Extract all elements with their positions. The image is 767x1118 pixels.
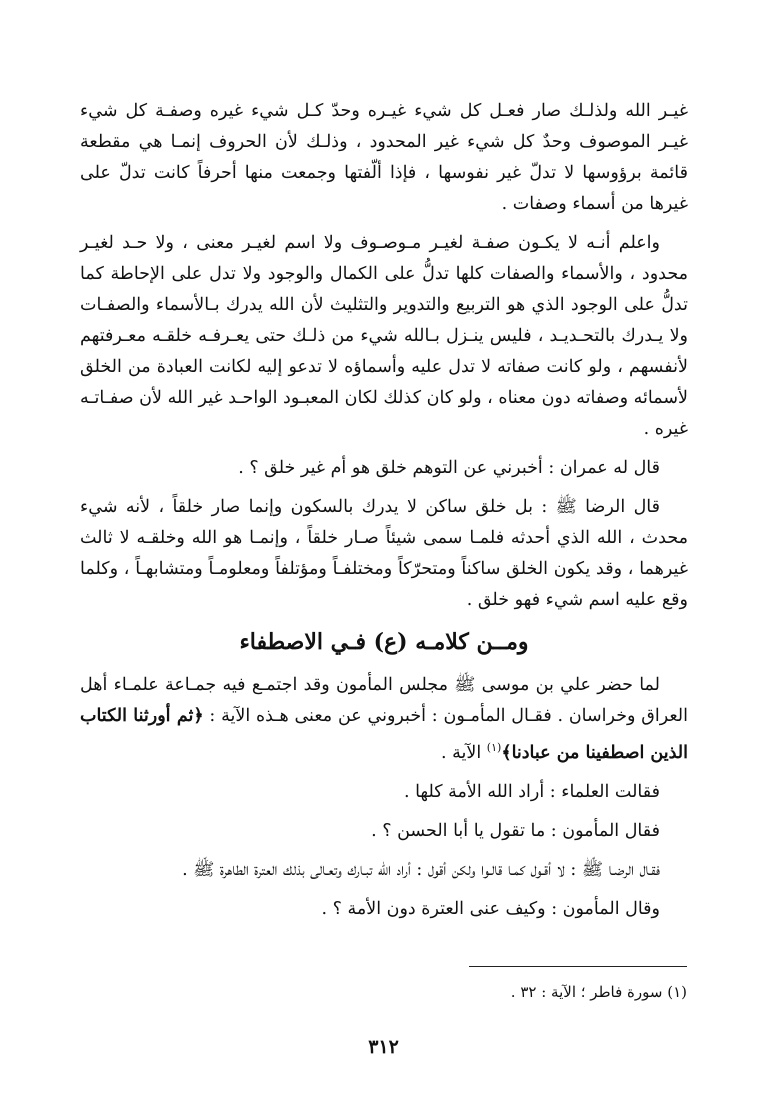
page-number: ٣١٢ (368, 1036, 399, 1058)
footnote-divider (469, 966, 687, 967)
paragraph-2: واعلم أنـه لا يكـون صفـة لغيـر مـوصـوف ولا اسم لغيـر معنى ، ولا حـد لغيـر محدود ، والأسماء والصفات كلها تدلُّ على الكمال والوجود ولا تدل على الإحاطة كما تدلُّ على الوجود الذي هو التربيع والتدوير والتثليث لأن الله يدرك بـالأسماء والصفـات ولا يـدرك بالتحـديـد ، فليس ينـزل بـالله شيء من ذلـك حتى يعـرفـه خلقـه معـرفتهم لأنفسهم ، ولو كانت صفاته لا تدل عليه وأسماؤه لا تدعو إليه لكانت العبادة من الخلق لأسمائه وصفاته دون معناه ، ولو كان كذلك لكان المعبـود الواحـد غير الله لأن صفـاتـه غيره . (80, 233, 688, 439)
section-heading: ومــن كلامـه (ع) فـي الاصطفاء (239, 629, 529, 655)
paragraph-4: قال الرضا ﷺ : بل خلق ساكن لا يدرك بالسكون وإنما صار خلقاً ، لأنه شيء محدث ، الله الذي أحدثه فلمـا سمى شيئاً صـار خلقاً ، وإنمـا هو الله وخلقـه لا ثالث غيرهما ، وقد يكون الخلق ساكناً ومتحرّكاً ومختلفـاً ومؤتلفاً ومعلومـاً ومتشابهـاً ، وكلما وقع عليه اسم شيء فهو خلق . (80, 497, 688, 610)
paragraph-1: غيـر الله ولذلـك صار فعـل كل شيء غيـره وحدّ كـل شيء غيره وصفـة كل شيء غيـر الموصوف وحدٌ كل شيء غير المحدود ، وذلـك لأن الحروف إنمـا هي مقطعة قائمة برؤوسها لا تدلّ غير نفوسها ، فإذا ألّفتها وجمعت منها أحرفاً كانت تدلّ على غيرها من أسماء وصفات . (80, 101, 688, 214)
intro-paragraph (80, 670, 688, 769)
intro-text: لما حضر علي بن موسى ﷺ مجلس المأمون وقد اجتمـع فيه جمـاعة علمـاء أهل العراق وخراسان . فقـال المأمـون : أخبروني عن معنى هـذه الآية : (80, 675, 688, 726)
paragraph-scholars: فقالت العلماء : أراد الله الأمة كلها . (403, 781, 660, 802)
footnote-ref: (١) (486, 741, 502, 754)
page-body (80, 96, 688, 933)
paragraph-mamun-question: فقال المأمون : ما تقول يا أبا الحسن ؟ . (371, 820, 660, 841)
quran-verse: ﴿ثم أورثنا الكتاب الذين اصطفينا من عبادنا﴾ (80, 706, 688, 763)
paragraph-3: قال له عمران : أخبرني عن التوهم خلق هو أم غير خلق ؟ . (238, 458, 660, 478)
paragraph-rida-answer: فقـال الرضـا ﷺ : لا أقـول كمـا قالـوا ولكن أقول : أراد الله تبـارك وتعـالى بذلك العترة الطاهرة ﷺ . (182, 859, 660, 880)
paragraph-mamun-followup: وقال المأمون : وكيف عنى العترة دون الأمة ؟ . (321, 898, 660, 919)
footnote: (١) سورة فاطر ؛ الآية : ٣٢ . (510, 983, 687, 1001)
intro-tail: الآية . (441, 742, 487, 763)
